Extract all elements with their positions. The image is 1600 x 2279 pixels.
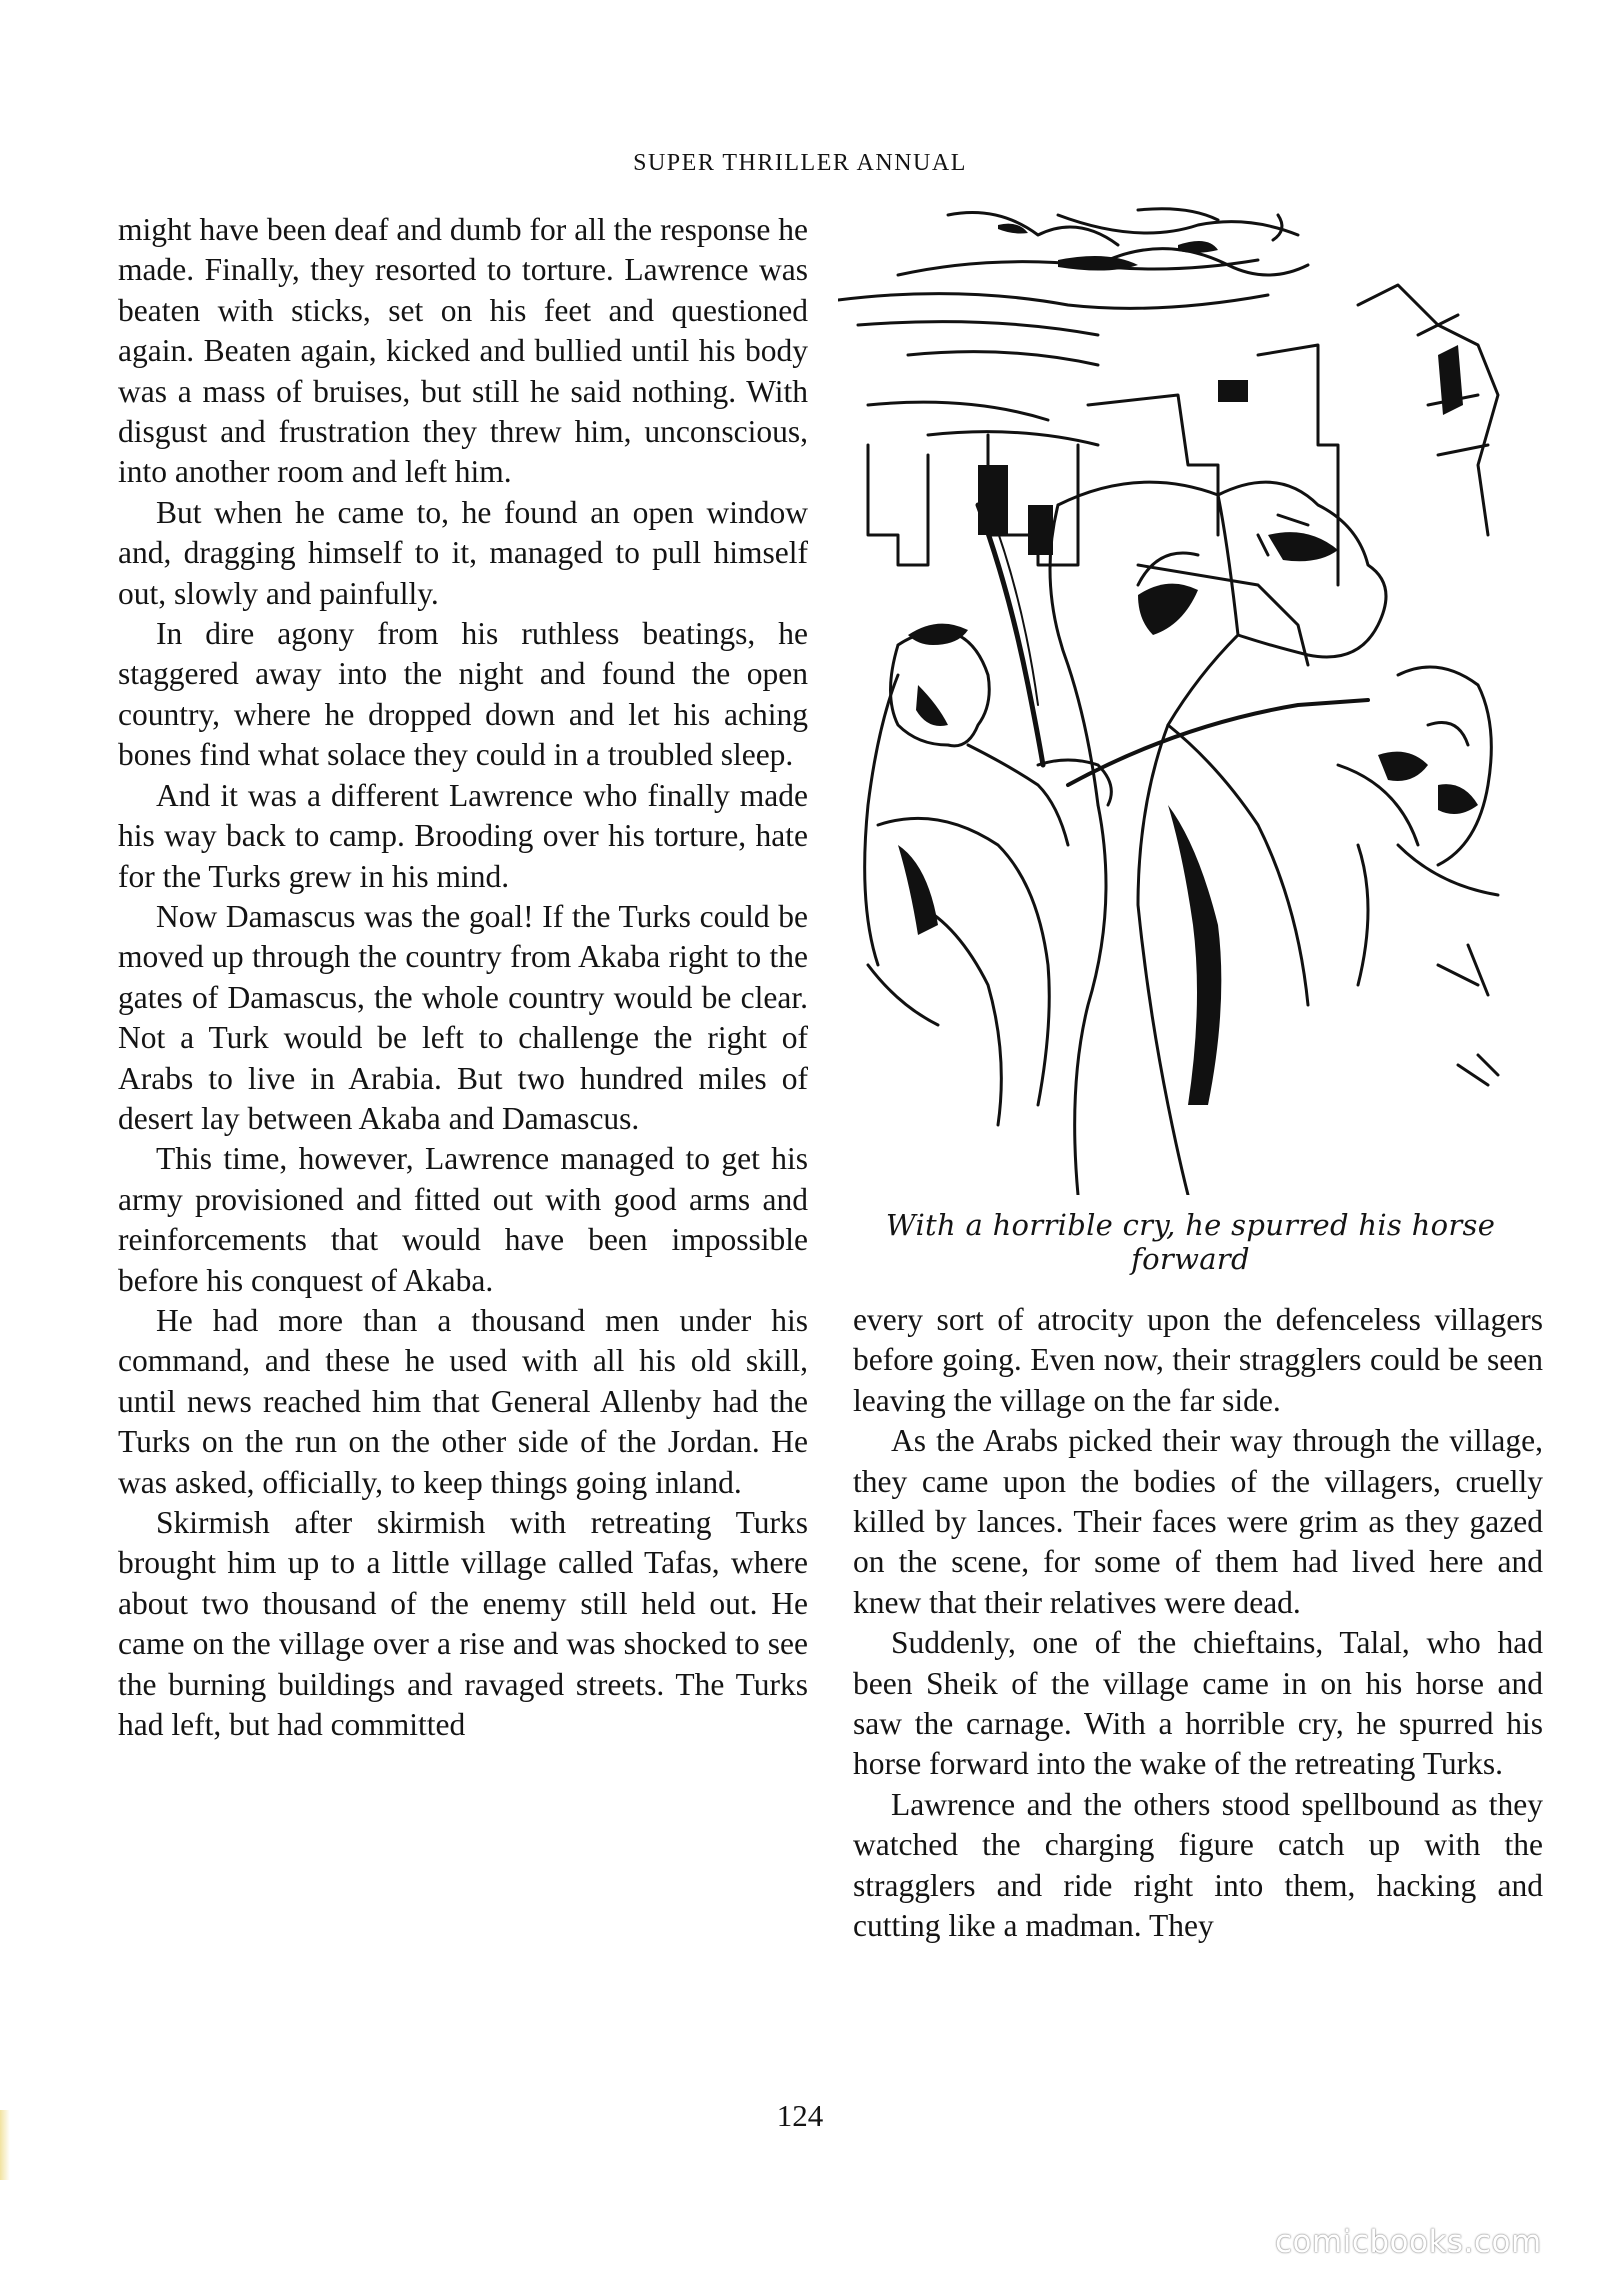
paragraph: Now Damascus was the goal! If the Turks could be moved up through the country from Akaba right to the gates of Damascus, the whole country would be clear. Not a Turk would be left to challenge the right of Arabs to live in Arabia. But two hundred miles of desert lay between Akaba and Damascus. xyxy=(118,898,808,1136)
paragraph: Lawrence and the others stood spellbound as they watched the charging figure catch up with the stragglers and ride right into them, hacking and cutting like a madman. They xyxy=(853,1786,1543,1944)
paragraph: might have been deaf and dumb for all the response he made. Finally, they resorted to torture. Lawrence was beaten with sticks, set on his feet and questioned again. Beaten again, kicked and bullied until his body was a mass of bruises, but still he said nothing. With disgust and frustration they threw him, unconscious, into another room and left him. xyxy=(118,212,808,490)
watermark-text: comicbooks.com xyxy=(1275,2224,1542,2260)
paragraph: He had more than a thousand men under his command, and these he used with all his old skill, until news reached him that General Allenby had the Turks on the run on the other side of the Jordan. He was asked, officially, to keep things going inland. xyxy=(118,1302,808,1500)
paragraph: But when he came to, he found an open window and, dragging himself to it, managed to pull himself out, slowly and painfully. xyxy=(118,494,808,611)
paragraph: In dire agony from his ruthless beatings, he staggered away into the night and found the open country, where he dropped down and let his aching bones find what solace they could in a troubled sleep. xyxy=(118,616,808,773)
running-header: SUPER THRILLER ANNUAL xyxy=(633,150,967,176)
right-column xyxy=(853,1300,1543,1947)
paragraph: Skirmish after skirmish with retreating Turks brought him up to a little village called Tafas, where about two thousand of the enemy still held out. He came on the village over a rise and was shocked to see the burning buildings and ravaged streets. The Turks had left, but had committed xyxy=(118,1505,808,1743)
paragraph: Suddenly, one of the chieftains, Talal, who had been Sheik of the village came in on his horse and saw the carnage. With a horrible cry, he spurred his horse forward into the wake of the retreating Turks. xyxy=(853,1625,1543,1782)
illustration-rider-with-sword xyxy=(838,205,1543,1195)
paragraph: every sort of atrocity upon the defenceless villagers before going. Even now, their stragglers could be seen leaving the village on the far side. xyxy=(853,1302,1543,1418)
illustration-caption: With a horrible cry, he spurred his horse forward xyxy=(885,1208,1496,1276)
paragraph: This time, however, Lawrence managed to get his army provisioned and fitted out with good arms and reinforcements that would have been impossible before his conquest of Akaba. xyxy=(118,1141,808,1298)
paragraph: And it was a different Lawrence who finally made his way back to camp. Brooding over his torture, hate for the Turks grew in his mind. xyxy=(118,777,808,894)
paragraph: As the Arabs picked their way through the village, they came upon the bodies of the villagers, cruelly killed by lances. Their faces were grim as they gazed on the scene, for some of them had lived here and knew that their relatives were dead. xyxy=(853,1423,1543,1620)
page-number: 124 xyxy=(776,2098,824,2133)
left-column xyxy=(118,210,808,1745)
